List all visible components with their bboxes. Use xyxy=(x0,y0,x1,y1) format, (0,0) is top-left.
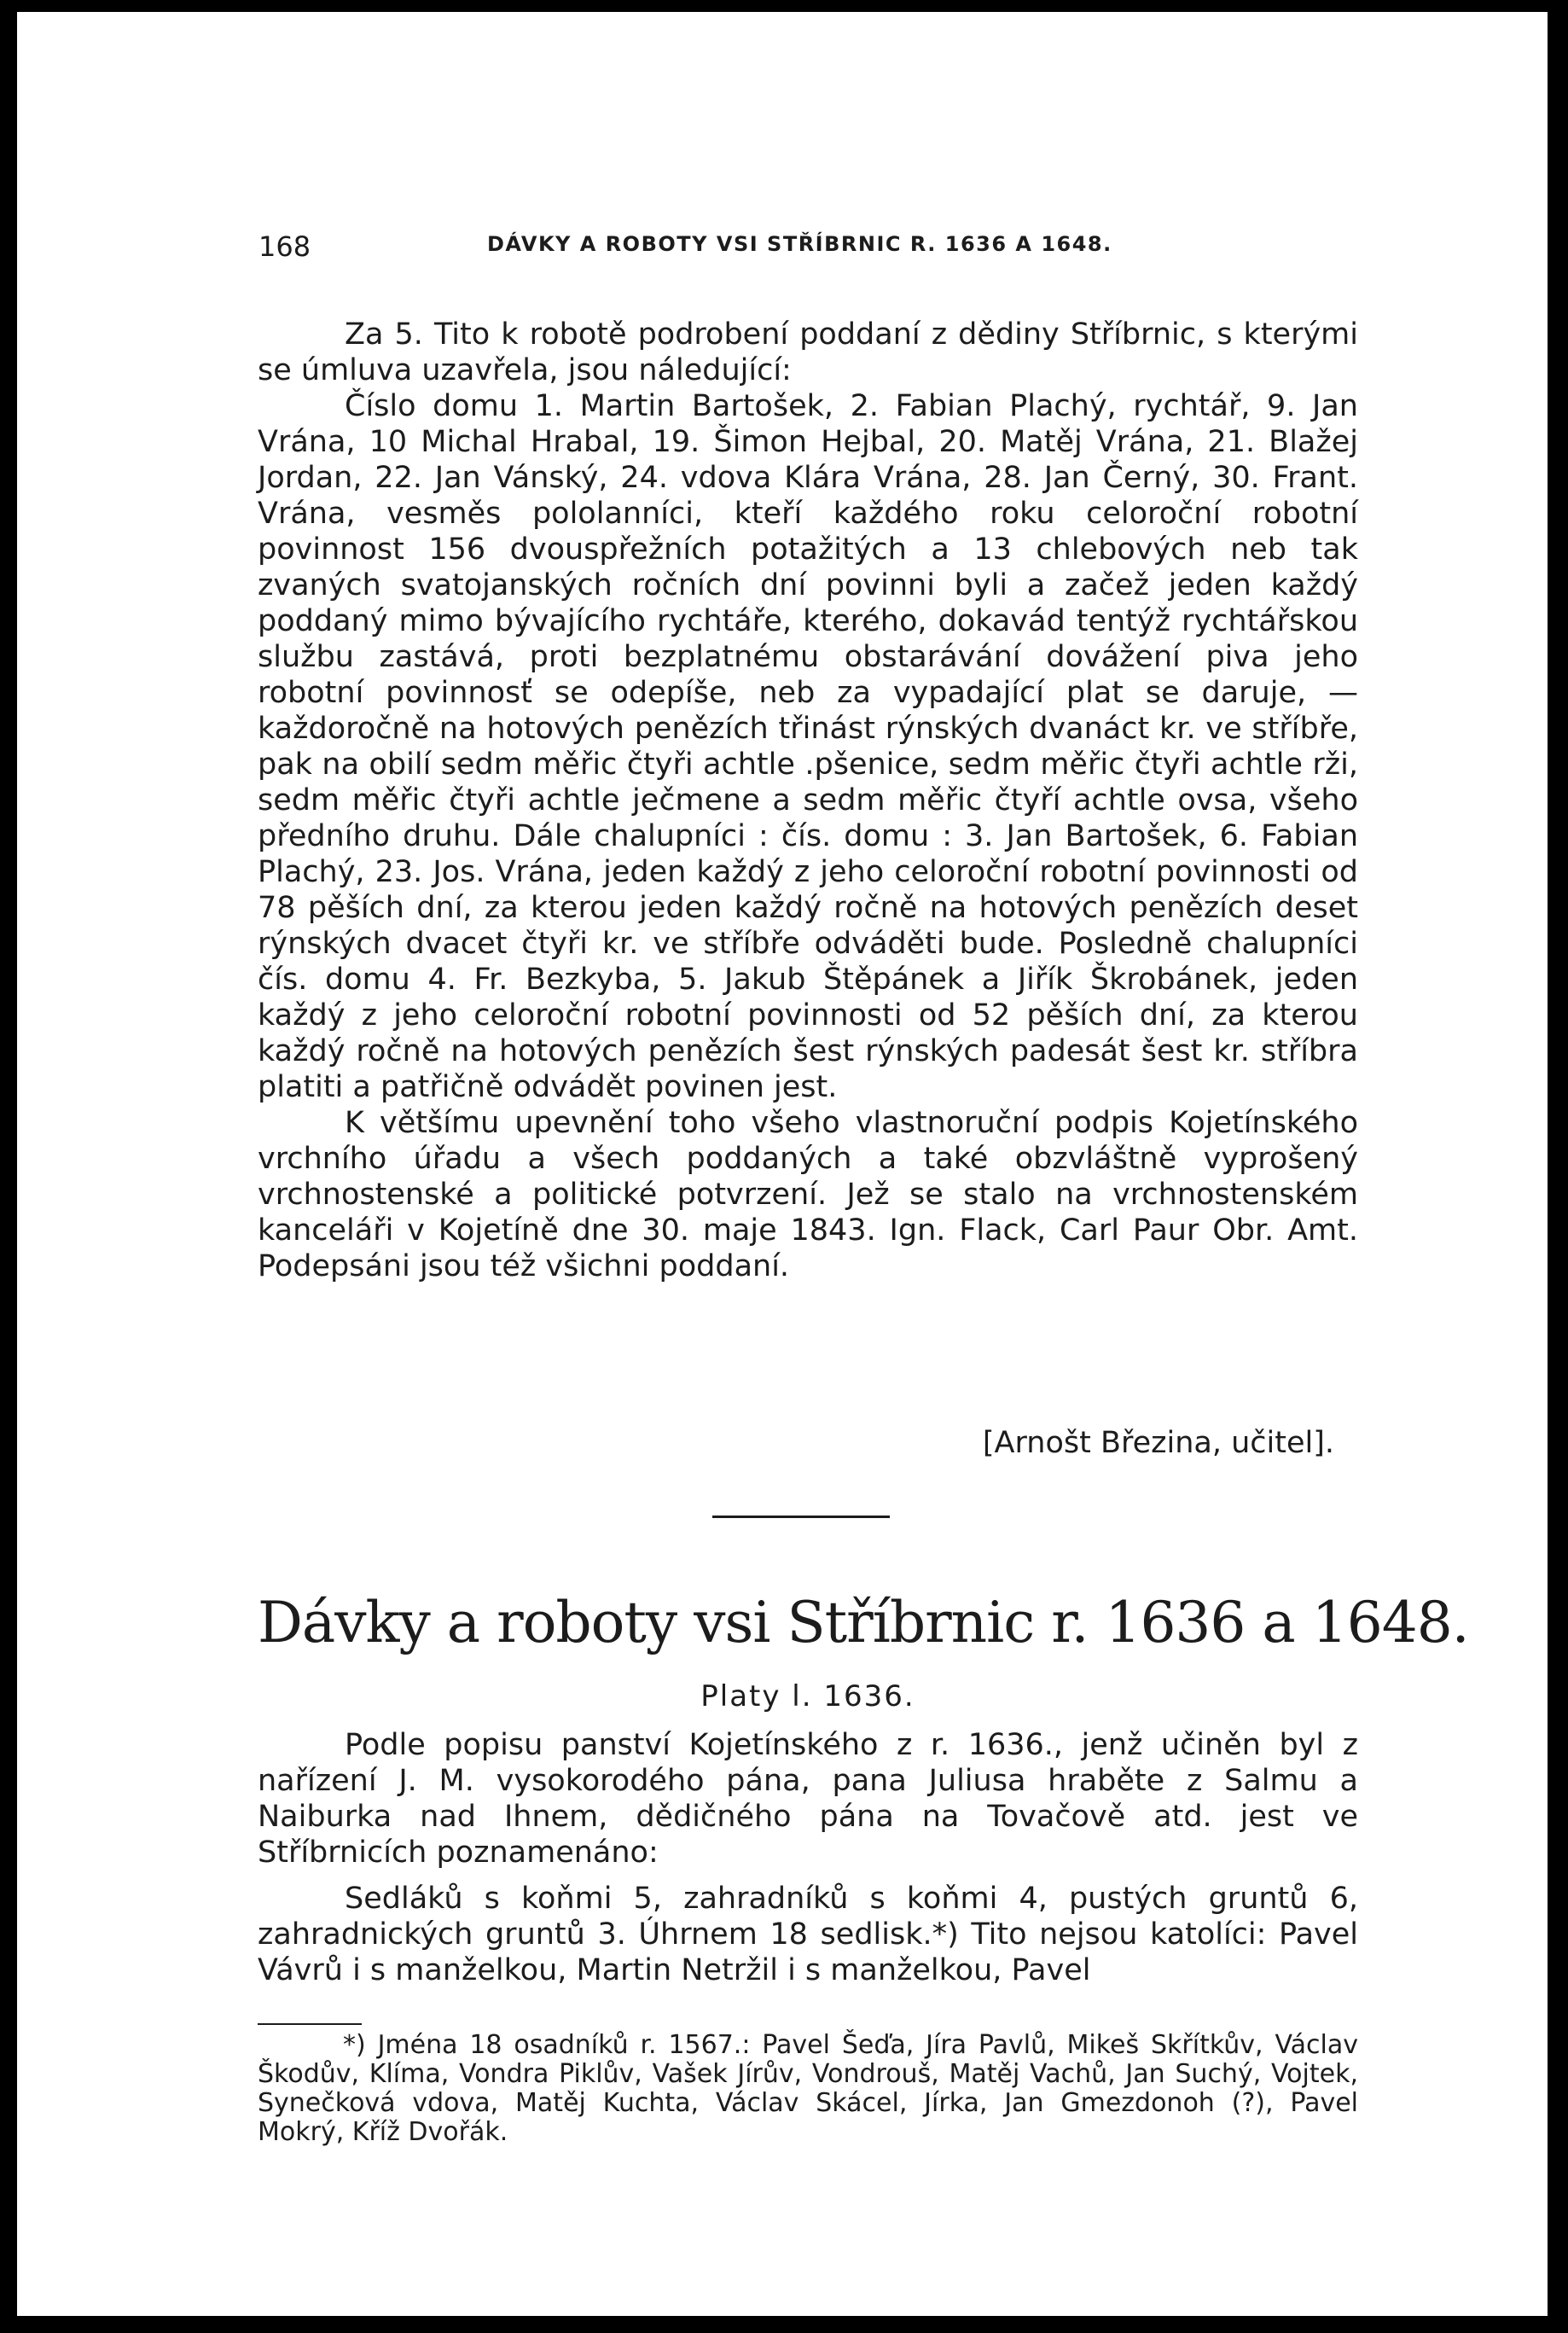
author-signature: [Arnošt Březina, učitel]. xyxy=(982,1426,1334,1460)
book-page xyxy=(17,12,1548,2316)
article-body xyxy=(258,1727,1358,1988)
article-paragraph: Podle popisu panství Kojetínského z r. 1636., jenž učiněn byl z nařízení J. M. vysokorodého pána, pana Juliusa hraběte z Salmu a Naiburka nad Ihnem, dědičného pána na Tovačově atd. jest ve Stříbrnicích poznamenáno: xyxy=(258,1728,1358,1870)
article-title: Dávky a roboty vsi Stříbrnic r. 1636 a 1648. xyxy=(258,1590,1469,1655)
running-title: DÁVKY A ROBOTY VSI STŘÍBRNIC R. 1636 A 1648. xyxy=(487,232,1112,256)
footnote xyxy=(258,2031,1358,2147)
article-paragraph: Sedláků s koňmi 5, zahradníků s koňmi 4, pustých gruntů 6, zahradnických gruntů 3. Úhrnem 18 sedlisk.*) Tito nejsou katolíci: Pavel Vávrů i s manželkou, Martin Netržil i s manželkou, Pavel xyxy=(258,1882,1358,1987)
article-subheading: Platy l. 1636. xyxy=(700,1679,915,1713)
page-header xyxy=(258,227,1359,265)
list-paragraph: Číslo domu 1. Martin Bartošek, 2. Fabian Plachý, rychtář, 9. Jan Vrána, 10 Michal Hrabal, 19. Šimon Hejbal, 20. Matěj Vrána, 21. Blažej Jordan, 22. Jan Vánský, 24. vdova Klára Vrána, 28. Jan Černý, 30. Frant. Vrána, vesměs pololanníci, kteří každého roku celoroční robotní povinnost 156 dvouspřežních potažitých a 13 chlebových neb tak zvaných svatojanských ročních dní povinni byli a začež jeden každý poddaný mimo bývajícího rychtáře, kterého, dokavád tentýž rychtářskou službu zastává, proti bezplatnému obstarávání dovážení piva jeho robotní povinnosť se odepíše, neb za vypadající plat se daruje, — každoročně na hotových penězích třinást rýnských dvanáct kr. ve stříbře, pak na obilí sedm měřic čtyři achtle .pšenice, sedm měřic čtyři achtle rži, sedm měřic čtyři achtle ječmene a sedm měřic čtyří achtle ovsa, všeho předního druhu. Dále chalupníci : čís. domu : 3. Jan Bartošek, 6. Fabian Plachý, 23. Jos. Vrána, jeden každý z jeho celoroční robotní povinnosti od 78 pěších dní, za kterou jeden každý ročně na hotových penězích deset rýnských dvacet čtyři kr. ve stříbře odváděti bude. Posledně chalupníci čís. domu 4. Fr. Bezkyba, 5. Jakub Štěpánek a Jiřík Škrobánek, jeden každý z jeho celoroční robotní povinnosti od 52 pěších dní, za kterou každý ročně na hotových penězích šest rýnských padesát šest kr. stříbra platiti a patřičně odvádět povinen jest. xyxy=(258,389,1358,1104)
closing-paragraph: K většímu upevnění toho všeho vlastnoruční podpis Kojetínského vrchního úřadu a všech poddaných a také obzvláštně vyprošený vrchnostenské a politické potvrzení. Jež se stalo na vrchnostenském kanceláři v Kojetíně dne 30. maje 1843. Ign. Flack, Carl Paur Obr. Amt. Podepsáni jsou též všichni poddaní. xyxy=(258,1106,1358,1283)
footnote-rule xyxy=(258,2023,362,2025)
intro-paragraph: Za 5. Tito k robotě podrobení poddaní z dědiny Stříbrnic, s kterými se úmluva uzavřela, jsou náledující: xyxy=(258,317,1358,387)
page-number: 168 xyxy=(258,230,311,263)
footnote-text: *) Jména 18 osadníků r. 1567.: Pavel Šeďa, Jíra Pavlů, Mikeš Skřítkův, Václav Škodův, Klíma, Vondra Piklův, Vašek Jírův, Vondrouš, Matěj Vachů, Jan Suchý, Vojtek, Synečková vdova, Matěj Kuchta, Václav Skácel, Jírka, Jan Gmezdonoh (?), Pavel Mokrý, Kříž Dvořák. xyxy=(258,2030,1358,2147)
continued-section xyxy=(258,317,1358,1284)
section-separator xyxy=(712,1516,890,1518)
